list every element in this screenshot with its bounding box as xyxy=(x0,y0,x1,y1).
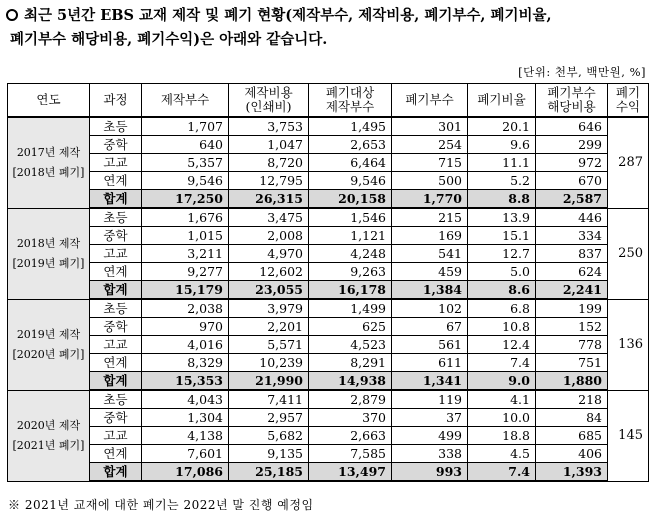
year-disposal: [2018년 폐기] xyxy=(12,165,85,179)
header-row xyxy=(8,84,649,118)
value-cell: 218 xyxy=(536,390,608,409)
table-row xyxy=(8,208,649,227)
value-cell: 7,411 xyxy=(229,390,309,409)
value-cell: 301 xyxy=(392,117,468,136)
total-value: 26,315 xyxy=(229,190,309,209)
value-cell: 640 xyxy=(142,136,229,154)
disposal-revenue-cell: 145 xyxy=(608,390,649,481)
year-cell xyxy=(8,390,90,481)
value-cell: 2,663 xyxy=(309,427,392,445)
total-value: 1,384 xyxy=(392,281,468,300)
total-row xyxy=(8,463,649,482)
year-cell xyxy=(8,117,90,208)
course-cell: 중학 xyxy=(90,227,142,245)
value-cell: 8,291 xyxy=(309,354,392,372)
total-value: 1,393 xyxy=(536,463,608,482)
table-row xyxy=(8,427,649,445)
total-value: 1,341 xyxy=(392,372,468,391)
value-cell: 10.8 xyxy=(468,318,536,336)
course-cell: 연계 xyxy=(90,445,142,463)
value-cell: 3,753 xyxy=(229,117,309,136)
total-label: 합계 xyxy=(90,463,142,482)
value-cell: 9,546 xyxy=(309,172,392,190)
course-cell: 고교 xyxy=(90,427,142,445)
course-cell: 연계 xyxy=(90,263,142,281)
value-cell: 4.5 xyxy=(468,445,536,463)
unit-note: [단위: 천부, 백만원, %] xyxy=(518,65,646,79)
year-cell xyxy=(8,299,90,390)
course-cell: 연계 xyxy=(90,354,142,372)
value-cell: 5,357 xyxy=(142,154,229,172)
heading xyxy=(6,4,654,52)
table-row xyxy=(8,354,649,372)
value-cell: 4,523 xyxy=(309,336,392,354)
value-cell: 338 xyxy=(392,445,468,463)
table-row xyxy=(8,445,649,463)
value-cell: 370 xyxy=(309,409,392,427)
value-cell: 611 xyxy=(392,354,468,372)
total-value: 7.4 xyxy=(468,463,536,482)
value-cell: 4.1 xyxy=(468,390,536,409)
value-cell: 102 xyxy=(392,299,468,318)
value-cell: 2,957 xyxy=(229,409,309,427)
total-value: 1,880 xyxy=(536,372,608,391)
table-row xyxy=(8,263,649,281)
footnote: ※ 2021년 교재에 대한 폐기는 2022년 말 진행 예정임 xyxy=(8,498,314,512)
value-cell: 13.9 xyxy=(468,208,536,227)
total-value: 21,990 xyxy=(229,372,309,391)
value-cell: 15.1 xyxy=(468,227,536,245)
value-cell: 334 xyxy=(536,227,608,245)
column-header: 제작부수 xyxy=(142,84,229,118)
value-cell: 541 xyxy=(392,245,468,263)
total-value: 20,158 xyxy=(309,190,392,209)
table-row xyxy=(8,409,649,427)
value-cell: 10,239 xyxy=(229,354,309,372)
value-cell: 119 xyxy=(392,390,468,409)
value-cell: 751 xyxy=(536,354,608,372)
disposal-revenue-cell: 287 xyxy=(608,117,649,208)
table-row xyxy=(8,227,649,245)
column-header: 폐기부수 해당비용 xyxy=(536,84,608,118)
value-cell: 2,008 xyxy=(229,227,309,245)
value-cell: 624 xyxy=(536,263,608,281)
value-cell: 715 xyxy=(392,154,468,172)
course-cell: 고교 xyxy=(90,336,142,354)
total-row xyxy=(8,372,649,391)
column-header: 폐기 수익 xyxy=(608,84,649,118)
value-cell: 625 xyxy=(309,318,392,336)
total-value: 2,587 xyxy=(536,190,608,209)
value-cell: 406 xyxy=(536,445,608,463)
course-cell: 고교 xyxy=(90,245,142,263)
value-cell: 499 xyxy=(392,427,468,445)
year-disposal: [2021년 폐기] xyxy=(12,438,85,452)
column-header: 연도 xyxy=(8,84,90,118)
total-label: 합계 xyxy=(90,372,142,391)
column-header: 폐기비율 xyxy=(468,84,536,118)
value-cell: 7,585 xyxy=(309,445,392,463)
table-row xyxy=(8,154,649,172)
total-value: 15,353 xyxy=(142,372,229,391)
value-cell: 6.8 xyxy=(468,299,536,318)
column-header: 폐기부수 xyxy=(392,84,468,118)
total-row xyxy=(8,281,649,300)
value-cell: 1,121 xyxy=(309,227,392,245)
value-cell: 5,682 xyxy=(229,427,309,445)
value-cell: 11.1 xyxy=(468,154,536,172)
value-cell: 2,879 xyxy=(309,390,392,409)
total-value: 25,185 xyxy=(229,463,309,482)
value-cell: 4,248 xyxy=(309,245,392,263)
value-cell: 4,043 xyxy=(142,390,229,409)
total-value: 23,055 xyxy=(229,281,309,300)
course-cell: 연계 xyxy=(90,172,142,190)
table-row xyxy=(8,336,649,354)
course-cell: 고교 xyxy=(90,154,142,172)
value-cell: 459 xyxy=(392,263,468,281)
total-value: 17,250 xyxy=(142,190,229,209)
table-row xyxy=(8,245,649,263)
value-cell: 1,047 xyxy=(229,136,309,154)
value-cell: 972 xyxy=(536,154,608,172)
value-cell: 1,707 xyxy=(142,117,229,136)
value-cell: 199 xyxy=(536,299,608,318)
total-value: 13,497 xyxy=(309,463,392,482)
value-cell: 5.0 xyxy=(468,263,536,281)
value-cell: 37 xyxy=(392,409,468,427)
value-cell: 5.2 xyxy=(468,172,536,190)
value-cell: 4,016 xyxy=(142,336,229,354)
value-cell: 778 xyxy=(536,336,608,354)
column-header: 제작비용 (인쇄비) xyxy=(229,84,309,118)
total-label: 합계 xyxy=(90,190,142,209)
table-row xyxy=(8,299,649,318)
value-cell: 7,601 xyxy=(142,445,229,463)
value-cell: 9,277 xyxy=(142,263,229,281)
value-cell: 2,653 xyxy=(309,136,392,154)
value-cell: 9,546 xyxy=(142,172,229,190)
column-header: 폐기대상 제작부수 xyxy=(309,84,392,118)
course-cell: 중학 xyxy=(90,136,142,154)
value-cell: 6,464 xyxy=(309,154,392,172)
value-cell: 561 xyxy=(392,336,468,354)
table-row xyxy=(8,117,649,136)
value-cell: 8,720 xyxy=(229,154,309,172)
year-production: 2017년 제작 xyxy=(16,145,81,159)
table-row xyxy=(8,136,649,154)
value-cell: 646 xyxy=(536,117,608,136)
value-cell: 7.4 xyxy=(468,354,536,372)
course-cell: 초등 xyxy=(90,390,142,409)
year-disposal: [2019년 폐기] xyxy=(12,256,85,270)
value-cell: 18.8 xyxy=(468,427,536,445)
total-value: 8.8 xyxy=(468,190,536,209)
total-value: 993 xyxy=(392,463,468,482)
heading-line-2: 폐기부수 해당비용, 폐기수익)은 아래와 같습니다. xyxy=(10,31,328,48)
table-body xyxy=(8,117,649,481)
circle-bullet-icon xyxy=(6,9,18,21)
value-cell: 169 xyxy=(392,227,468,245)
value-cell: 12.7 xyxy=(468,245,536,263)
total-value: 2,241 xyxy=(536,281,608,300)
course-cell: 중학 xyxy=(90,409,142,427)
value-cell: 4,970 xyxy=(229,245,309,263)
heading-line-1: 최근 5년간 EBS 교재 제작 및 폐기 현황(제작부수, 제작비용, 폐기부수, 폐기비율, xyxy=(24,7,552,24)
value-cell: 3,475 xyxy=(229,208,309,227)
value-cell: 9,135 xyxy=(229,445,309,463)
value-cell: 215 xyxy=(392,208,468,227)
value-cell: 299 xyxy=(536,136,608,154)
total-label: 합계 xyxy=(90,281,142,300)
value-cell: 9.6 xyxy=(468,136,536,154)
course-cell: 초등 xyxy=(90,117,142,136)
value-cell: 12,795 xyxy=(229,172,309,190)
year-disposal: [2020년 폐기] xyxy=(12,347,85,361)
value-cell: 152 xyxy=(536,318,608,336)
value-cell: 4,138 xyxy=(142,427,229,445)
table-row xyxy=(8,390,649,409)
value-cell: 1,676 xyxy=(142,208,229,227)
value-cell: 5,571 xyxy=(229,336,309,354)
value-cell: 3,979 xyxy=(229,299,309,318)
total-value: 9.0 xyxy=(468,372,536,391)
total-value: 1,770 xyxy=(392,190,468,209)
total-value: 15,179 xyxy=(142,281,229,300)
value-cell: 1,495 xyxy=(309,117,392,136)
value-cell: 2,038 xyxy=(142,299,229,318)
value-cell: 84 xyxy=(536,409,608,427)
value-cell: 67 xyxy=(392,318,468,336)
value-cell: 9,263 xyxy=(309,263,392,281)
course-cell: 초등 xyxy=(90,299,142,318)
year-production: 2020년 제작 xyxy=(16,418,81,432)
value-cell: 670 xyxy=(536,172,608,190)
value-cell: 1,304 xyxy=(142,409,229,427)
year-production: 2018년 제작 xyxy=(16,236,81,250)
value-cell: 254 xyxy=(392,136,468,154)
value-cell: 1,015 xyxy=(142,227,229,245)
total-value: 16,178 xyxy=(309,281,392,300)
value-cell: 20.1 xyxy=(468,117,536,136)
value-cell: 500 xyxy=(392,172,468,190)
value-cell: 1,499 xyxy=(309,299,392,318)
year-production: 2019년 제작 xyxy=(16,327,81,341)
value-cell: 2,201 xyxy=(229,318,309,336)
value-cell: 685 xyxy=(536,427,608,445)
column-header: 과정 xyxy=(90,84,142,118)
table-row xyxy=(8,318,649,336)
value-cell: 446 xyxy=(536,208,608,227)
disposal-revenue-cell: 136 xyxy=(608,299,649,390)
total-value: 8.6 xyxy=(468,281,536,300)
value-cell: 10.0 xyxy=(468,409,536,427)
course-cell: 중학 xyxy=(90,318,142,336)
table-row xyxy=(8,172,649,190)
value-cell: 1,546 xyxy=(309,208,392,227)
value-cell: 3,211 xyxy=(142,245,229,263)
value-cell: 12.4 xyxy=(468,336,536,354)
value-cell: 8,329 xyxy=(142,354,229,372)
course-cell: 초등 xyxy=(90,208,142,227)
value-cell: 970 xyxy=(142,318,229,336)
disposal-revenue-cell: 250 xyxy=(608,208,649,299)
value-cell: 837 xyxy=(536,245,608,263)
production-disposal-table xyxy=(7,83,649,482)
total-value: 17,086 xyxy=(142,463,229,482)
value-cell: 12,602 xyxy=(229,263,309,281)
total-row xyxy=(8,190,649,209)
total-value: 14,938 xyxy=(309,372,392,391)
year-cell xyxy=(8,208,90,299)
